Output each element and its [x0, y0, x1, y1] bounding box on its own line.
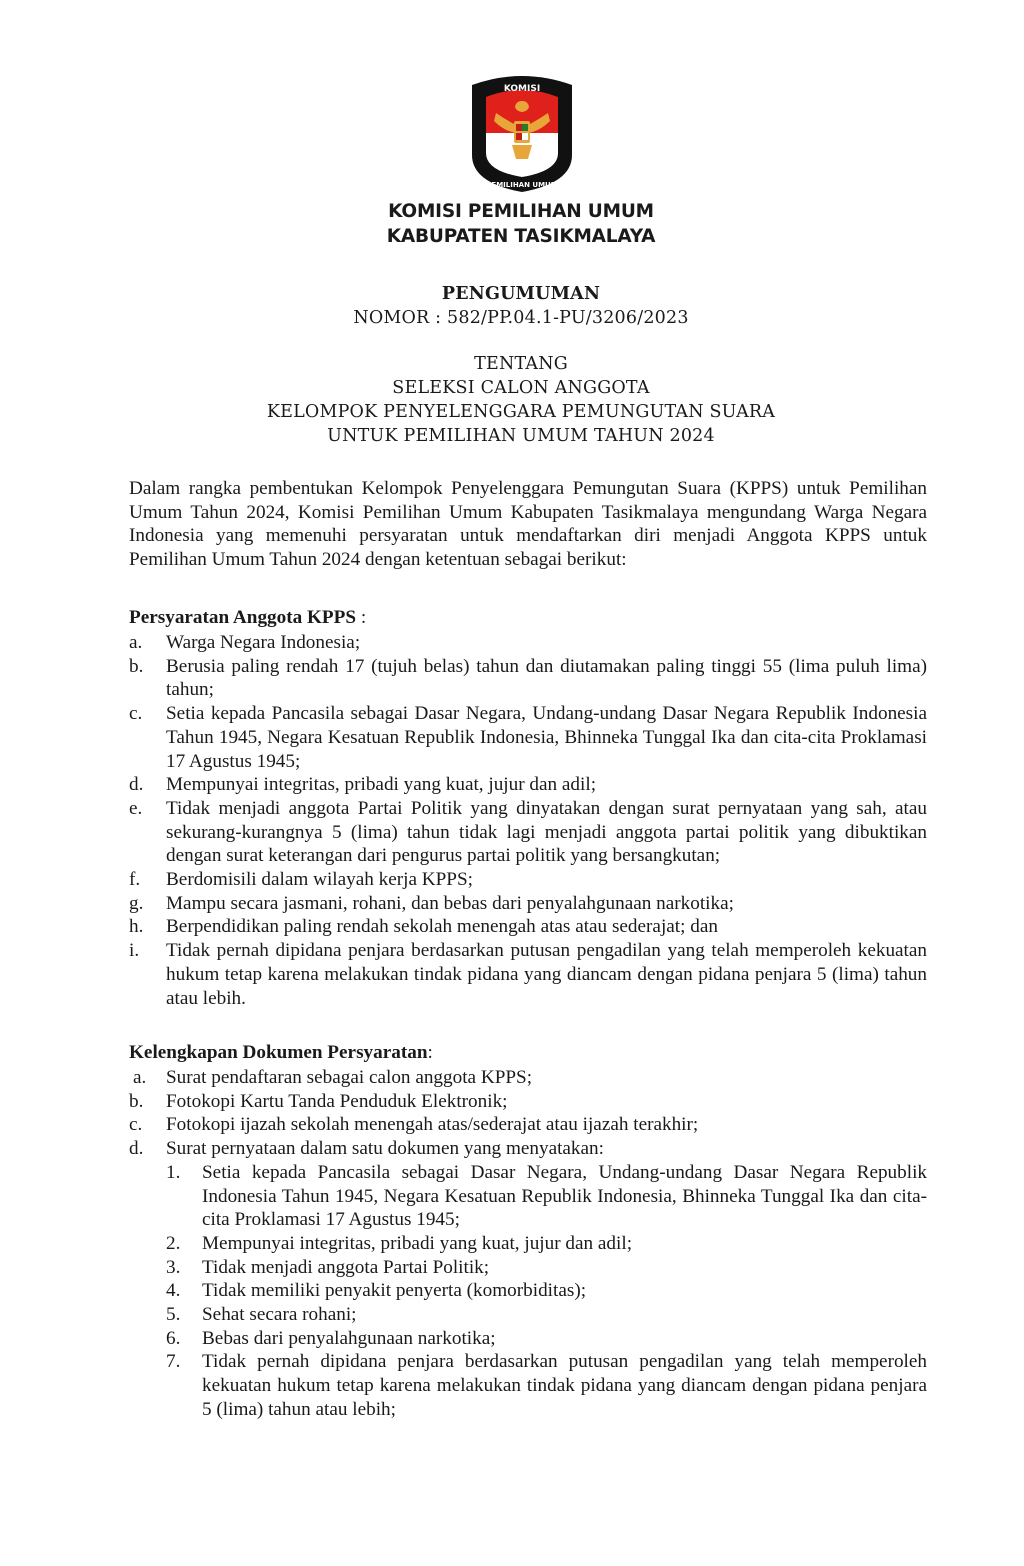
subject-line2: KELOMPOK PENYELENGGARA PEMUNGUTAN SUARA	[266, 402, 776, 422]
list-item	[129, 1137, 927, 1421]
sublist-marker: 2.	[166, 1232, 181, 1254]
sublist-item-text: Sehat secara rohani;	[202, 1304, 357, 1326]
list-marker: b.	[129, 655, 144, 677]
list-marker: e.	[129, 797, 143, 819]
sublist-item	[166, 1256, 927, 1280]
list-item-text: Berusia paling rendah 17 (tujuh belas) tahun dan diutamakan paling tinggi 55 (lima puluh lima) tahun;	[166, 655, 927, 701]
list-item-text: Surat pendaftaran sebagai calon anggota KPPS;	[166, 1067, 533, 1088]
list-item-text: Mampu secara jasmani, rohani, dan bebas dari penyalahgunaan narkotika;	[166, 892, 734, 914]
list-marker: d.	[129, 774, 144, 796]
sublist-marker: 5.	[166, 1304, 181, 1326]
org-name-line2: KABUPATEN TASIKMALAYA	[386, 226, 656, 247]
documents-list	[129, 1066, 927, 1422]
list-item-text: Tidak menjadi anggota Partai Politik yang dinyatakan dengan surat pernyataan yang sah, atau sekurang-kurangnya 5 (lima) tahun tidak lagi menjadi anggota partai politik yang dibuktikan dengan surat keterangan dari pengurus partai politik yang bersangkutan;	[166, 797, 927, 867]
list-item-text: Setia kepada Pancasila sebagai Dasar Negara, Undang-undang Dasar Negara Republik Indonesia Tahun 1945, Negara Kesatuan Republik Indonesia, Bhinneka Tunggal Ika dan cita-cita Proklamasi 17 Agustus 1945;	[166, 703, 927, 772]
sublist-marker: 7.	[166, 1351, 181, 1373]
list-item	[129, 655, 927, 702]
documents-heading-text: Kelengkapan Dokumen Persyaratan	[129, 1042, 428, 1063]
documents-heading-suffix: :	[427, 1042, 433, 1063]
sublist-item-text: Tidak memiliki penyakit penyerta (komorbiditas);	[202, 1280, 587, 1302]
sublist-item	[166, 1350, 927, 1421]
sublist-marker: 6.	[166, 1327, 181, 1349]
list-item	[129, 631, 927, 655]
announcement-title: PENGUMUMAN	[441, 284, 601, 304]
sublist-marker: 3.	[166, 1256, 181, 1278]
list-item	[129, 868, 927, 892]
sublist-item	[166, 1161, 927, 1232]
sublist-marker: 4.	[166, 1280, 181, 1302]
list-marker: c.	[129, 1114, 143, 1136]
sublist-item	[166, 1279, 927, 1303]
subject-line3: UNTUK PEMILIHAN UMUM TAHUN 2024	[327, 426, 715, 446]
sublist-item-text: Bebas dari penyalahgunaan narkotika;	[202, 1327, 496, 1349]
list-marker: c.	[129, 703, 143, 725]
subject-line1: SELEKSI CALON ANGGOTA	[392, 378, 650, 398]
list-item	[129, 797, 927, 868]
list-item-text: Fotokopi ijazah sekolah menengah atas/sederajat atau ijazah terakhir;	[166, 1114, 699, 1136]
requirements-heading-suffix: :	[356, 607, 367, 628]
list-item-text: Warga Negara Indonesia;	[166, 632, 361, 653]
list-item	[129, 939, 927, 1010]
requirements-heading-text: Persyaratan Anggota KPPS	[129, 607, 357, 628]
list-marker: h.	[129, 916, 144, 938]
list-item-text: Tidak pernah dipidana penjara berdasarkan putusan pengadilan yang telah memperoleh kekuatan hukum tetap karena melakukan tindak pidana yang diancam dengan pidana penjara 5 (lima) tahun atau lebih.	[166, 940, 927, 1009]
kpu-logo-icon	[466, 71, 578, 193]
sublist-item-text: Tidak pernah dipidana penjara berdasarkan putusan pengadilan yang telah memperoleh kekuatan hukum tetap karena melakukan tindak pidana yang diancam dengan pidana penjara 5 (lima) tahun atau lebih;	[202, 1351, 927, 1420]
list-item	[129, 892, 927, 916]
list-item-text: Mempunyai integritas, pribadi yang kuat, jujur dan adil;	[166, 774, 597, 796]
logo-top-text: KOMISI	[503, 84, 541, 94]
list-item-text: Fotokopi Kartu Tanda Penduduk Elektronik;	[166, 1090, 508, 1112]
list-item	[129, 1066, 927, 1090]
list-marker: a.	[129, 632, 143, 653]
org-name-line1: KOMISI PEMILIHAN UMUM	[388, 201, 654, 222]
list-marker: f.	[129, 869, 141, 891]
list-marker: g.	[129, 892, 144, 914]
sublist-item-text: Tidak menjadi anggota Partai Politik;	[202, 1256, 490, 1278]
intro-paragraph: Dalam rangka pembentukan Kelompok Penyelenggara Pemungutan Suara (KPPS) untuk Pemilihan Umum Tahun 2024, Komisi Pemilihan Umum Kabupaten Tasikmalaya mengundang Warga Negara Indonesia yang memenuhi persyaratan untuk mendaftarkan diri menjadi Anggota KPPS untuk Pemilihan Umum Tahun 2024 dengan ketentuan sebagai berikut:	[129, 478, 927, 571]
requirements-list	[129, 631, 927, 1010]
sublist-item	[166, 1232, 927, 1256]
sublist-item-text: Setia kepada Pancasila sebagai Dasar Negara, Undang-undang Dasar Negara Republik Indonesia Tahun 1945, Negara Kesatuan Republik Indonesia, Bhinneka Tunggal Ika dan cita-cita Proklamasi 17 Agustus 1945;	[202, 1161, 927, 1231]
list-item	[129, 915, 927, 939]
sublist-item-text: Mempunyai integritas, pribadi yang kuat, jujur dan adil;	[202, 1232, 633, 1254]
statement-sublist	[166, 1161, 927, 1422]
sublist-item	[166, 1303, 927, 1327]
announcement-number: NOMOR : 582/PP.04.1-PU/3206/2023	[353, 308, 689, 328]
list-marker: a.	[133, 1067, 147, 1088]
requirements-heading	[129, 607, 366, 629]
sublist-item	[166, 1327, 927, 1351]
list-item-text: Surat pernyataan dalam satu dokumen yang menyatakan:	[166, 1138, 604, 1160]
tentang-label: TENTANG	[474, 354, 568, 374]
list-marker: b.	[129, 1090, 144, 1112]
list-item-text: Berpendidikan paling rendah sekolah menengah atas atau sederajat; dan	[166, 916, 718, 938]
list-marker: d.	[129, 1138, 144, 1160]
logo-bottom-text: PEMILIHAN UMUM	[486, 181, 558, 189]
list-item	[129, 1090, 927, 1114]
list-marker: i.	[129, 940, 140, 962]
list-item	[129, 1113, 927, 1137]
list-item	[129, 702, 927, 773]
sublist-marker: 1.	[166, 1161, 181, 1183]
list-item-text: Berdomisili dalam wilayah kerja KPPS;	[166, 869, 473, 891]
documents-heading	[129, 1042, 433, 1064]
list-item	[129, 773, 927, 797]
